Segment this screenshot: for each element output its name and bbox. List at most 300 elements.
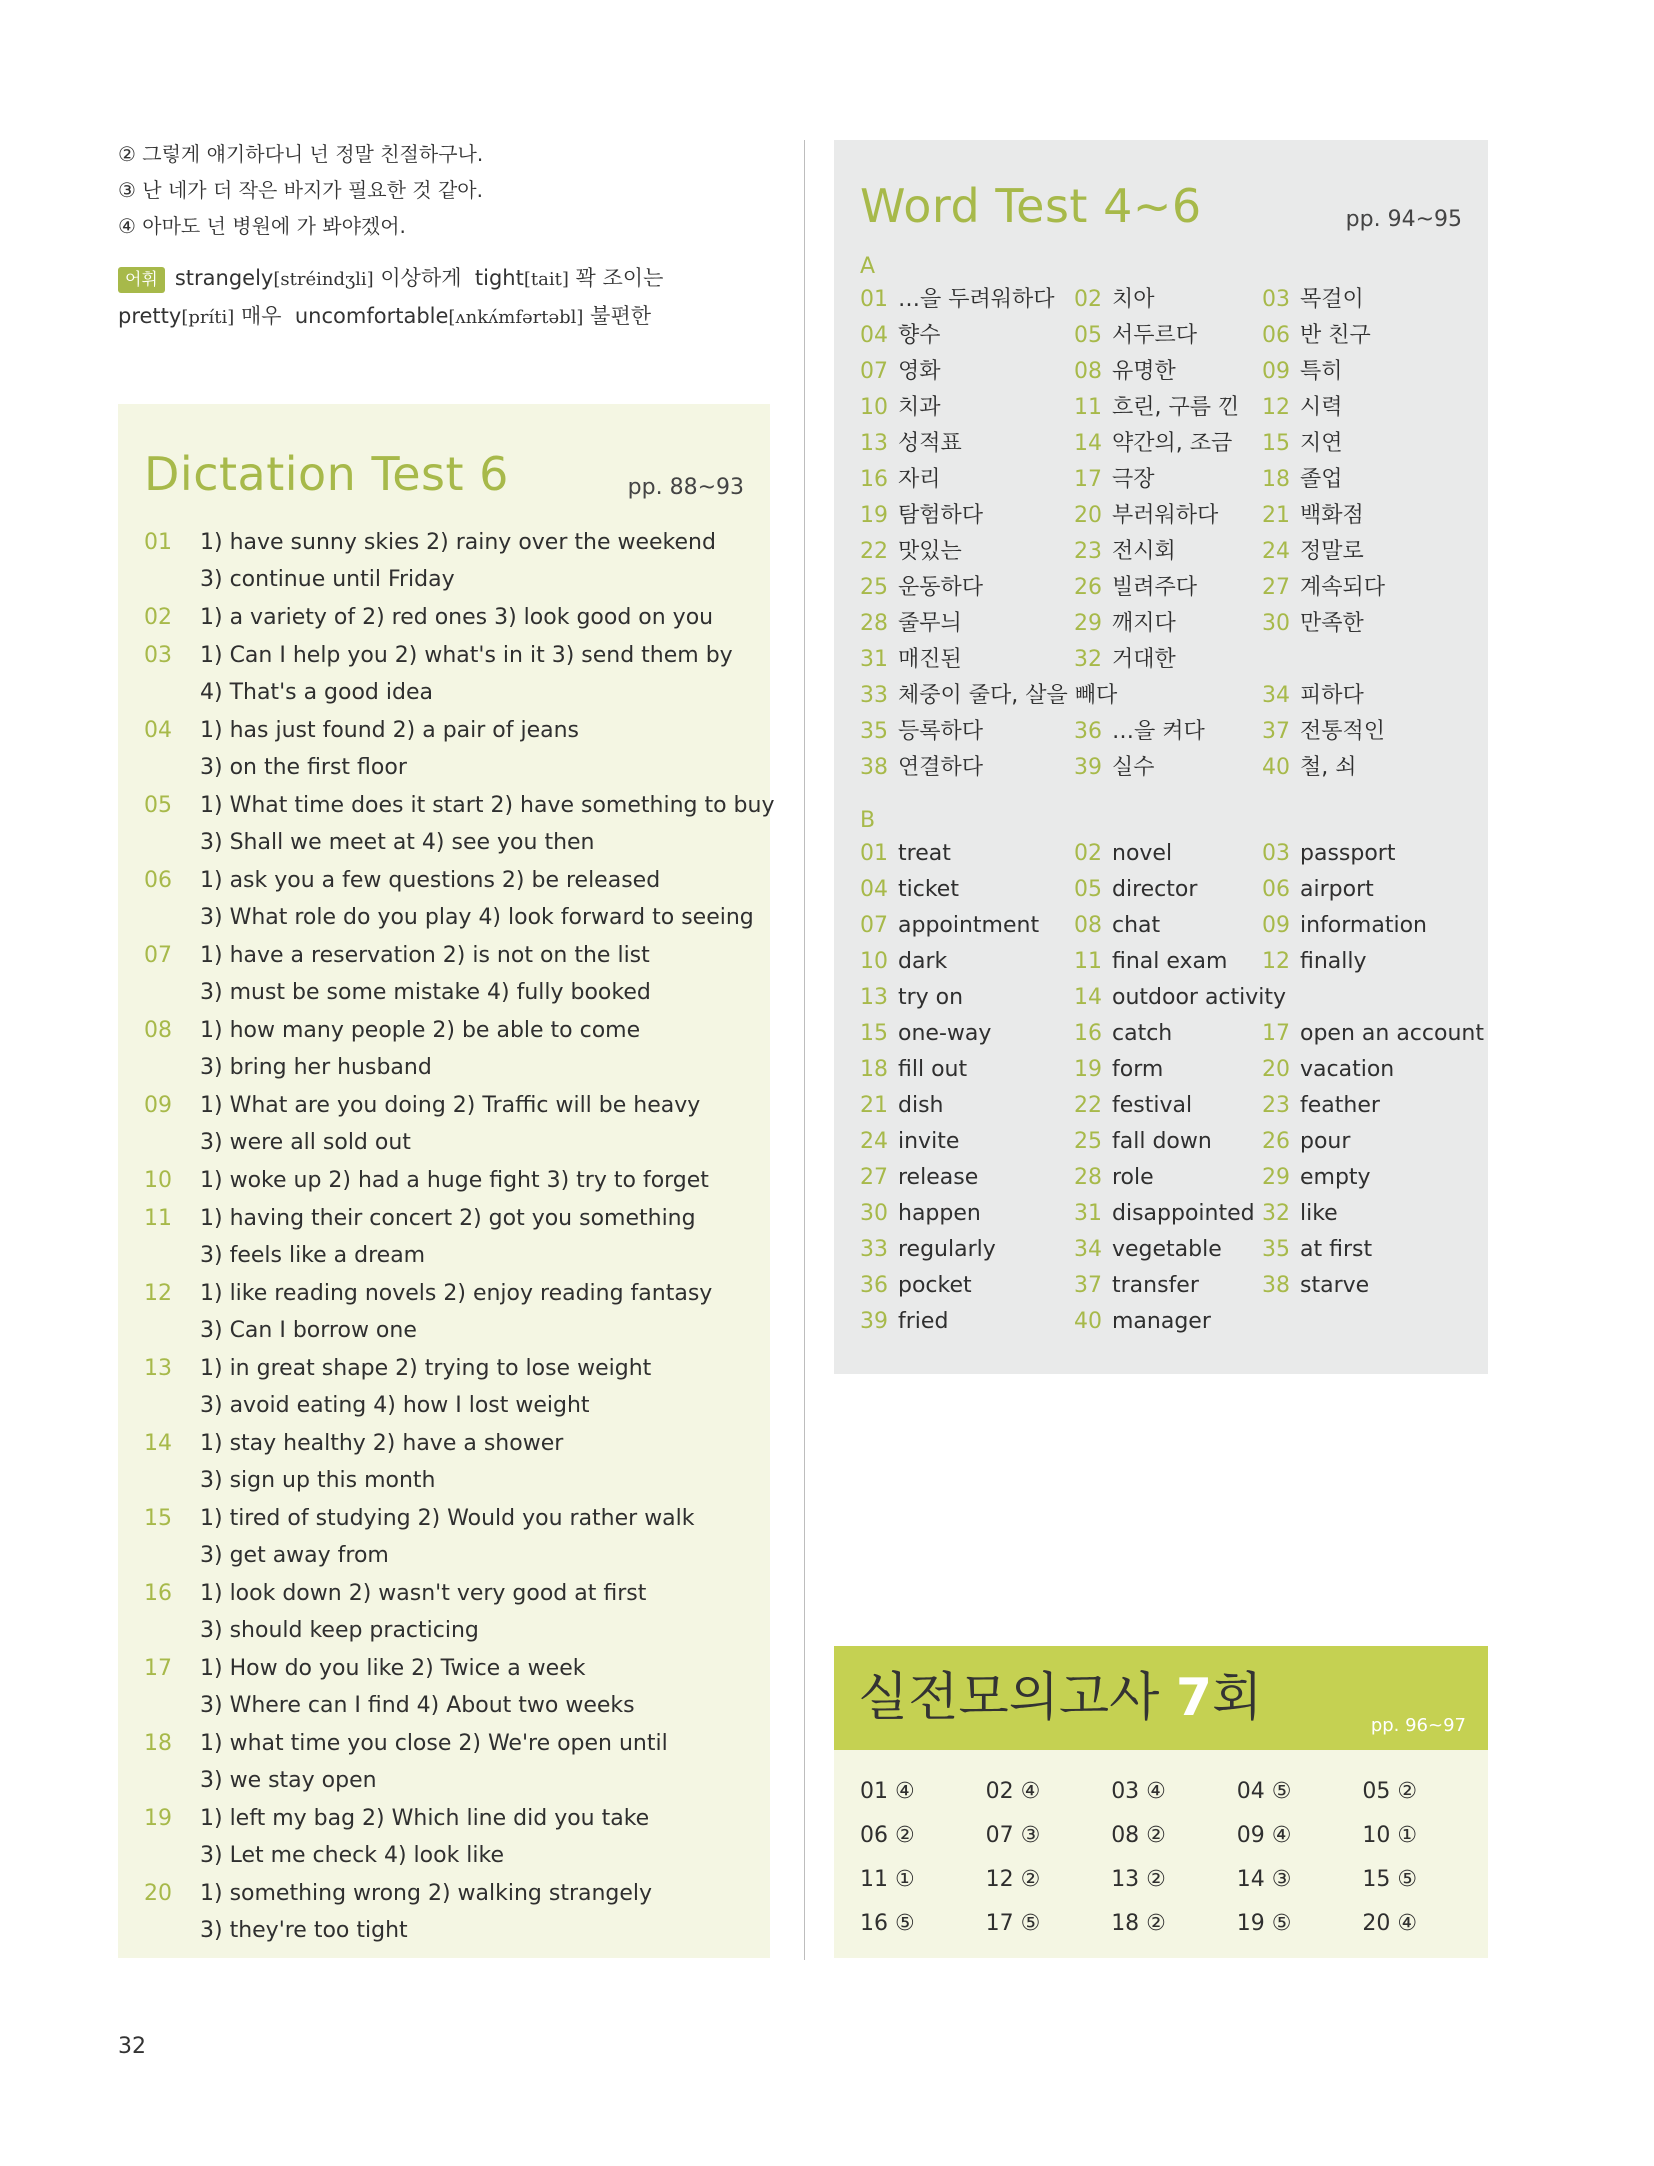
word-item bbox=[860, 390, 1074, 426]
word-number: 36 bbox=[860, 1273, 888, 1298]
word-item bbox=[1262, 606, 1462, 642]
word-text: 전통적인 bbox=[1300, 719, 1386, 744]
dictation-item bbox=[144, 1425, 744, 1499]
mock-answer-grid bbox=[834, 1750, 1488, 1946]
dictation-item bbox=[144, 1875, 744, 1949]
word-number: 35 bbox=[860, 719, 888, 744]
word-item bbox=[860, 642, 1074, 678]
column-divider bbox=[804, 140, 805, 1960]
word-text: final exam bbox=[1112, 949, 1228, 974]
word-number: 25 bbox=[860, 575, 888, 600]
word-item bbox=[1262, 1052, 1462, 1088]
dictation-item bbox=[144, 712, 744, 786]
word-item bbox=[1074, 872, 1262, 908]
mock-title-number: 7 bbox=[1175, 1668, 1213, 1728]
word-item bbox=[1262, 282, 1462, 318]
item-number: 08 bbox=[144, 1018, 172, 1043]
word-text: starve bbox=[1300, 1273, 1370, 1298]
word-text: fall down bbox=[1112, 1129, 1212, 1154]
section-a-grid bbox=[860, 282, 1462, 786]
word-text: 치과 bbox=[898, 395, 941, 420]
word-item bbox=[860, 1124, 1074, 1160]
mock-answer: 07 ③ bbox=[985, 1823, 1041, 1848]
word-item bbox=[1074, 498, 1262, 534]
item-number: 14 bbox=[144, 1431, 172, 1456]
answer-line: 1) How do you like 2) Twice a week bbox=[200, 1656, 586, 1681]
item-number: 10 bbox=[144, 1168, 172, 1193]
word-item bbox=[1074, 642, 1262, 678]
answer-line: 1) have sunny skies 2) rainy over the weekend bbox=[200, 530, 716, 555]
word-text: try on bbox=[898, 985, 964, 1010]
word-number: 15 bbox=[860, 1021, 888, 1046]
answer-line: 1) have a reservation 2) is not on the list bbox=[200, 943, 650, 968]
word-number: 24 bbox=[1262, 539, 1290, 564]
answer-line: 1) how many people 2) be able to come bbox=[200, 1018, 641, 1043]
word-text: 매진된 bbox=[898, 647, 962, 672]
mock-answer: 18 ② bbox=[1111, 1911, 1166, 1936]
item-answers bbox=[200, 1275, 744, 1349]
answer-line: 3) they're too tight bbox=[200, 1918, 408, 1943]
mock-answer: 11 ① bbox=[860, 1867, 915, 1892]
word-number: 36 bbox=[1074, 719, 1102, 744]
mock-answer: 19 ⑤ bbox=[1236, 1911, 1292, 1936]
mock-test-panel bbox=[834, 1646, 1488, 1958]
word-text: 목걸이 bbox=[1300, 287, 1364, 312]
item-number: 03 bbox=[144, 643, 172, 668]
word-number: 04 bbox=[860, 323, 888, 348]
dictation-header bbox=[144, 442, 744, 506]
word-number: 32 bbox=[1074, 647, 1102, 672]
answer-line: 1) something wrong 2) walking strangely bbox=[200, 1881, 653, 1906]
dictation-item bbox=[144, 1650, 744, 1724]
word-item bbox=[860, 570, 1074, 606]
item-answers bbox=[200, 787, 774, 861]
dictation-item bbox=[144, 599, 744, 636]
word-item bbox=[1074, 282, 1262, 318]
word-item bbox=[1074, 1196, 1262, 1232]
mock-answer: 10 ① bbox=[1362, 1823, 1418, 1848]
vocab-ipa: [tait] bbox=[523, 269, 569, 290]
word-item bbox=[860, 750, 1074, 786]
word-number: 11 bbox=[1074, 949, 1102, 974]
word-number: 19 bbox=[1074, 1057, 1102, 1082]
word-item bbox=[860, 944, 1074, 980]
word-number: 24 bbox=[860, 1129, 888, 1154]
word-text: 운동하다 bbox=[898, 575, 984, 600]
word-number: 26 bbox=[1074, 575, 1102, 600]
word-number: 27 bbox=[860, 1165, 888, 1190]
answer-line: 3) avoid eating 4) how I lost weight bbox=[200, 1393, 590, 1418]
word-text: 탐험하다 bbox=[898, 503, 984, 528]
word-text: 체중이 줄다, 살을 빼다 bbox=[898, 683, 1118, 708]
word-item bbox=[1262, 534, 1462, 570]
intro-block bbox=[118, 136, 798, 336]
word-item bbox=[1262, 1268, 1462, 1304]
word-number: 20 bbox=[1074, 503, 1102, 528]
word-number: 28 bbox=[860, 611, 888, 636]
answer-line: 3) Let me check 4) look like bbox=[200, 1843, 505, 1868]
word-item bbox=[1074, 1304, 1262, 1340]
item-answers bbox=[200, 1350, 744, 1424]
item-answers bbox=[200, 637, 744, 711]
word-item bbox=[860, 318, 1074, 354]
answer-line: 3) Where can I find 4) About two weeks bbox=[200, 1693, 635, 1718]
word-number: 08 bbox=[1074, 913, 1102, 938]
word-item bbox=[860, 908, 1074, 944]
mock-answer: 20 ④ bbox=[1362, 1911, 1418, 1936]
word-text: empty bbox=[1300, 1165, 1371, 1190]
word-text: 정말로 bbox=[1300, 539, 1364, 564]
word-number: 28 bbox=[1074, 1165, 1102, 1190]
section-b-label: B bbox=[860, 808, 876, 833]
word-text: 서두르다 bbox=[1112, 323, 1198, 348]
word-item bbox=[1262, 318, 1462, 354]
word-number: 37 bbox=[1074, 1273, 1102, 1298]
word-text: fried bbox=[898, 1309, 949, 1334]
mock-answer: 15 ⑤ bbox=[1362, 1867, 1418, 1892]
item-answers bbox=[200, 1012, 744, 1086]
word-number: 06 bbox=[1262, 323, 1290, 348]
word-item bbox=[860, 1232, 1074, 1268]
word-item bbox=[1074, 1232, 1262, 1268]
word-text: like bbox=[1300, 1201, 1338, 1226]
word-item bbox=[1262, 908, 1462, 944]
answer-line: 1) like reading novels 2) enjoy reading fantasy bbox=[200, 1281, 713, 1306]
vocab-line-2 bbox=[118, 298, 798, 336]
word-item bbox=[1074, 836, 1262, 872]
answer-line: 4) That's a good idea bbox=[200, 680, 433, 705]
word-text: invite bbox=[898, 1129, 960, 1154]
word-text: appointment bbox=[898, 913, 1040, 938]
word-item bbox=[860, 1016, 1074, 1052]
word-item bbox=[860, 498, 1074, 534]
vocab-tag: 어휘 bbox=[118, 267, 165, 293]
answer-line: 1) What are you doing 2) Traffic will be heavy bbox=[200, 1093, 701, 1118]
word-text: treat bbox=[898, 841, 951, 866]
word-item bbox=[1262, 570, 1462, 606]
vocab-word: uncomfortable bbox=[294, 304, 449, 328]
word-text: 약간의, 조금 bbox=[1112, 431, 1233, 456]
word-number: 35 bbox=[1262, 1237, 1290, 1262]
word-text: at first bbox=[1300, 1237, 1373, 1262]
word-number: 23 bbox=[1074, 539, 1102, 564]
word-number: 17 bbox=[1262, 1021, 1290, 1046]
word-text: feather bbox=[1300, 1093, 1380, 1118]
mock-answer: 01 ④ bbox=[860, 1779, 915, 1804]
word-number: 03 bbox=[1262, 287, 1290, 312]
word-number: 14 bbox=[1074, 431, 1102, 456]
vocab-line-1 bbox=[118, 260, 798, 298]
word-item bbox=[1262, 872, 1462, 908]
item-answers bbox=[200, 862, 754, 936]
word-text: chat bbox=[1112, 913, 1161, 938]
word-text: 치아 bbox=[1112, 287, 1155, 312]
word-number: 05 bbox=[1074, 323, 1102, 348]
word-number: 21 bbox=[1262, 503, 1290, 528]
answer-line: 1) what time you close 2) We're open until bbox=[200, 1731, 668, 1756]
word-number: 34 bbox=[1074, 1237, 1102, 1262]
word-text: ticket bbox=[898, 877, 959, 902]
word-item bbox=[1262, 426, 1462, 462]
word-text: dish bbox=[898, 1093, 944, 1118]
word-item bbox=[1262, 1088, 1462, 1124]
word-number: 20 bbox=[1262, 1057, 1290, 1082]
word-item bbox=[860, 678, 1262, 714]
dictation-item bbox=[144, 1087, 744, 1161]
mock-answer: 12 ② bbox=[985, 1867, 1041, 1892]
item-number: 16 bbox=[144, 1581, 172, 1606]
mock-answer: 16 ⑤ bbox=[860, 1911, 915, 1936]
word-text: 유명한 bbox=[1112, 359, 1176, 384]
word-item bbox=[1074, 908, 1262, 944]
dictation-list bbox=[144, 524, 775, 1949]
word-text: 연결하다 bbox=[898, 755, 984, 780]
word-text: outdoor activity bbox=[1112, 985, 1287, 1010]
dictation-item bbox=[144, 862, 754, 936]
word-number: 34 bbox=[1262, 683, 1290, 708]
word-text: pour bbox=[1300, 1129, 1351, 1154]
word-number: 15 bbox=[1262, 431, 1290, 456]
word-number: 03 bbox=[1262, 841, 1290, 866]
word-text: open an account bbox=[1300, 1021, 1484, 1046]
answer-line: 1) woke up 2) had a huge fight 3) try to forget bbox=[200, 1168, 709, 1193]
word-item bbox=[1262, 1016, 1484, 1052]
word-item bbox=[1262, 678, 1462, 714]
word-number: 22 bbox=[860, 539, 888, 564]
word-number: 06 bbox=[1262, 877, 1290, 902]
word-number: 07 bbox=[860, 359, 888, 384]
item-number: 17 bbox=[144, 1656, 172, 1681]
item-number: 12 bbox=[144, 1281, 172, 1306]
word-text: 극장 bbox=[1112, 467, 1155, 492]
word-number: 37 bbox=[1262, 719, 1290, 744]
word-number: 13 bbox=[860, 985, 888, 1010]
word-number: 12 bbox=[1262, 949, 1290, 974]
answer-line: 1) look down 2) wasn't very good at first bbox=[200, 1581, 647, 1606]
word-text: dark bbox=[898, 949, 948, 974]
vocab-word: strangely bbox=[174, 266, 274, 290]
mock-answer: 14 ③ bbox=[1236, 1867, 1292, 1892]
dictation-item bbox=[144, 1575, 744, 1649]
word-text: 흐린, 구름 낀 bbox=[1112, 395, 1240, 420]
dictation-item bbox=[144, 1200, 744, 1274]
word-item bbox=[1074, 318, 1262, 354]
mock-title-prefix: 실전모의고사 bbox=[858, 1668, 1176, 1728]
word-item bbox=[860, 836, 1074, 872]
word-text: vacation bbox=[1300, 1057, 1395, 1082]
item-number: 01 bbox=[144, 530, 172, 555]
word-text: disappointed bbox=[1112, 1201, 1255, 1226]
word-item bbox=[1074, 750, 1262, 786]
word-text: 반 친구 bbox=[1300, 323, 1371, 348]
word-item bbox=[1262, 836, 1462, 872]
dictation-item bbox=[144, 637, 744, 711]
word-item bbox=[1074, 1052, 1262, 1088]
answer-line: 3) get away from bbox=[200, 1543, 389, 1568]
word-text: 철, 쇠 bbox=[1300, 755, 1357, 780]
word-number: 33 bbox=[860, 1237, 888, 1262]
vocab-meaning: 불편한 bbox=[590, 304, 652, 328]
answer-line: 3) on the first floor bbox=[200, 755, 407, 780]
word-text: fill out bbox=[898, 1057, 968, 1082]
word-item bbox=[860, 354, 1074, 390]
word-test-panel bbox=[834, 140, 1488, 1374]
item-number: 15 bbox=[144, 1506, 172, 1531]
word-number: 30 bbox=[860, 1201, 888, 1226]
vocab-block bbox=[118, 260, 798, 336]
word-item bbox=[860, 426, 1074, 462]
word-number: 01 bbox=[860, 841, 888, 866]
item-number: 18 bbox=[144, 1731, 172, 1756]
mock-test-header bbox=[834, 1646, 1488, 1750]
word-item bbox=[1074, 354, 1262, 390]
word-item bbox=[1074, 1268, 1262, 1304]
word-text: 향수 bbox=[898, 323, 941, 348]
answer-line: 3) continue until Friday bbox=[200, 567, 455, 592]
answer-line: 1) Can I help you 2) what's in it 3) send them by bbox=[200, 643, 733, 668]
word-number: 10 bbox=[860, 949, 888, 974]
vocab-meaning: 이상하게 bbox=[380, 266, 462, 290]
vocab-word: tight bbox=[474, 266, 524, 290]
word-text: release bbox=[898, 1165, 979, 1190]
word-text: 맛있는 bbox=[898, 539, 962, 564]
word-number: 19 bbox=[860, 503, 888, 528]
item-answers bbox=[200, 1875, 744, 1949]
item-number: 11 bbox=[144, 1206, 172, 1231]
word-text: 시력 bbox=[1300, 395, 1343, 420]
word-item bbox=[1074, 606, 1262, 642]
word-text: 계속되다 bbox=[1300, 575, 1386, 600]
item-answers bbox=[200, 1500, 744, 1574]
mock-answer: 03 ④ bbox=[1111, 1779, 1166, 1804]
item-answers bbox=[200, 1650, 744, 1724]
answer-line: 1) a variety of 2) red ones 3) look good on you bbox=[200, 605, 714, 630]
answer-line: 1) in great shape 2) trying to lose weight bbox=[200, 1356, 652, 1381]
word-text: one-way bbox=[898, 1021, 992, 1046]
word-number: 02 bbox=[1074, 841, 1102, 866]
answer-line: 1) having their concert 2) got you something bbox=[200, 1206, 696, 1231]
word-item bbox=[860, 714, 1074, 750]
word-number: 31 bbox=[1074, 1201, 1102, 1226]
vocab-ipa: [príti] bbox=[181, 307, 235, 328]
word-text: 영화 bbox=[898, 359, 941, 384]
vocab-meaning: 매우 bbox=[240, 304, 282, 328]
item-answers bbox=[200, 1162, 744, 1199]
word-number: 38 bbox=[1262, 1273, 1290, 1298]
word-item bbox=[860, 282, 1074, 318]
word-item bbox=[1074, 570, 1262, 606]
word-number: 10 bbox=[860, 395, 888, 420]
word-number: 29 bbox=[1262, 1165, 1290, 1190]
word-item bbox=[1262, 1160, 1462, 1196]
answer-line: 3) we stay open bbox=[200, 1768, 377, 1793]
mock-test-title bbox=[858, 1660, 1262, 1736]
word-item bbox=[1074, 1160, 1262, 1196]
item-number: 04 bbox=[144, 718, 172, 743]
item-number: 06 bbox=[144, 868, 172, 893]
dictation-item bbox=[144, 1725, 744, 1799]
word-number: 12 bbox=[1262, 395, 1290, 420]
vocab-ipa: [ʌnkʌ́mfərtəbl] bbox=[448, 307, 584, 328]
word-text: passport bbox=[1300, 841, 1396, 866]
word-number: 17 bbox=[1074, 467, 1102, 492]
dictation-item bbox=[144, 1500, 744, 1574]
page-number: 32 bbox=[118, 2034, 146, 2059]
word-number: 14 bbox=[1074, 985, 1102, 1010]
answer-line: 3) Shall we meet at 4) see you then bbox=[200, 830, 595, 855]
word-number: 31 bbox=[860, 647, 888, 672]
word-number: 16 bbox=[1074, 1021, 1102, 1046]
dictation-item bbox=[144, 1350, 744, 1424]
answer-line: 1) left my bag 2) Which line did you take bbox=[200, 1806, 650, 1831]
word-text: 지연 bbox=[1300, 431, 1343, 456]
item-answers bbox=[200, 524, 744, 598]
word-text: director bbox=[1112, 877, 1198, 902]
word-item bbox=[1074, 944, 1262, 980]
word-number: 07 bbox=[860, 913, 888, 938]
item-answers bbox=[200, 1200, 744, 1274]
word-number: 27 bbox=[1262, 575, 1290, 600]
word-text: 부러워하다 bbox=[1112, 503, 1219, 528]
mock-answer: 13 ② bbox=[1111, 1867, 1166, 1892]
dictation-item bbox=[144, 787, 775, 861]
word-item bbox=[1262, 1124, 1462, 1160]
dictation-panel bbox=[118, 404, 775, 1958]
item-number: 02 bbox=[144, 605, 172, 630]
word-test-title: Word Test 4~6 bbox=[860, 179, 1202, 233]
word-text: 전시회 bbox=[1112, 539, 1176, 564]
vocab-word: pretty bbox=[118, 304, 182, 328]
section-b-grid bbox=[860, 836, 1484, 1340]
word-text: 백화점 bbox=[1300, 503, 1364, 528]
word-number: 29 bbox=[1074, 611, 1102, 636]
item-number: 13 bbox=[144, 1356, 172, 1381]
item-number: 20 bbox=[144, 1881, 172, 1906]
answer-line: 3) must be some mistake 4) fully booked bbox=[200, 980, 651, 1005]
word-number: 26 bbox=[1262, 1129, 1290, 1154]
word-item bbox=[1262, 390, 1462, 426]
mock-answer: 08 ② bbox=[1111, 1823, 1166, 1848]
mock-title-suffix: 회 bbox=[1212, 1668, 1263, 1728]
word-item bbox=[1074, 714, 1262, 750]
answer-line: 3) bring her husband bbox=[200, 1055, 432, 1080]
answer-line: 1) ask you a few questions 2) be released bbox=[200, 868, 661, 893]
word-text: finally bbox=[1300, 949, 1367, 974]
word-text: airport bbox=[1300, 877, 1374, 902]
intro-line: ③ 난 네가 더 작은 바지가 필요한 것 같아. bbox=[118, 178, 483, 202]
mock-answer: 05 ② bbox=[1362, 1779, 1418, 1804]
item-number: 05 bbox=[144, 793, 172, 818]
word-item bbox=[860, 606, 1074, 642]
word-item bbox=[860, 1160, 1074, 1196]
word-text: happen bbox=[898, 1201, 981, 1226]
word-item bbox=[860, 534, 1074, 570]
answer-line: 3) feels like a dream bbox=[200, 1243, 426, 1268]
word-number: 02 bbox=[1074, 287, 1102, 312]
vocab-meaning: 꽉 조이는 bbox=[575, 266, 664, 290]
word-item bbox=[860, 1304, 1074, 1340]
word-text: information bbox=[1300, 913, 1427, 938]
item-number: 19 bbox=[144, 1806, 172, 1831]
word-number: 13 bbox=[860, 431, 888, 456]
word-number: 21 bbox=[860, 1093, 888, 1118]
word-number: 40 bbox=[1262, 755, 1290, 780]
word-item bbox=[1262, 1196, 1462, 1232]
word-text: catch bbox=[1112, 1021, 1173, 1046]
word-text: 줄무늬 bbox=[898, 611, 962, 636]
word-number: 09 bbox=[1262, 359, 1290, 384]
word-item bbox=[1074, 426, 1262, 462]
